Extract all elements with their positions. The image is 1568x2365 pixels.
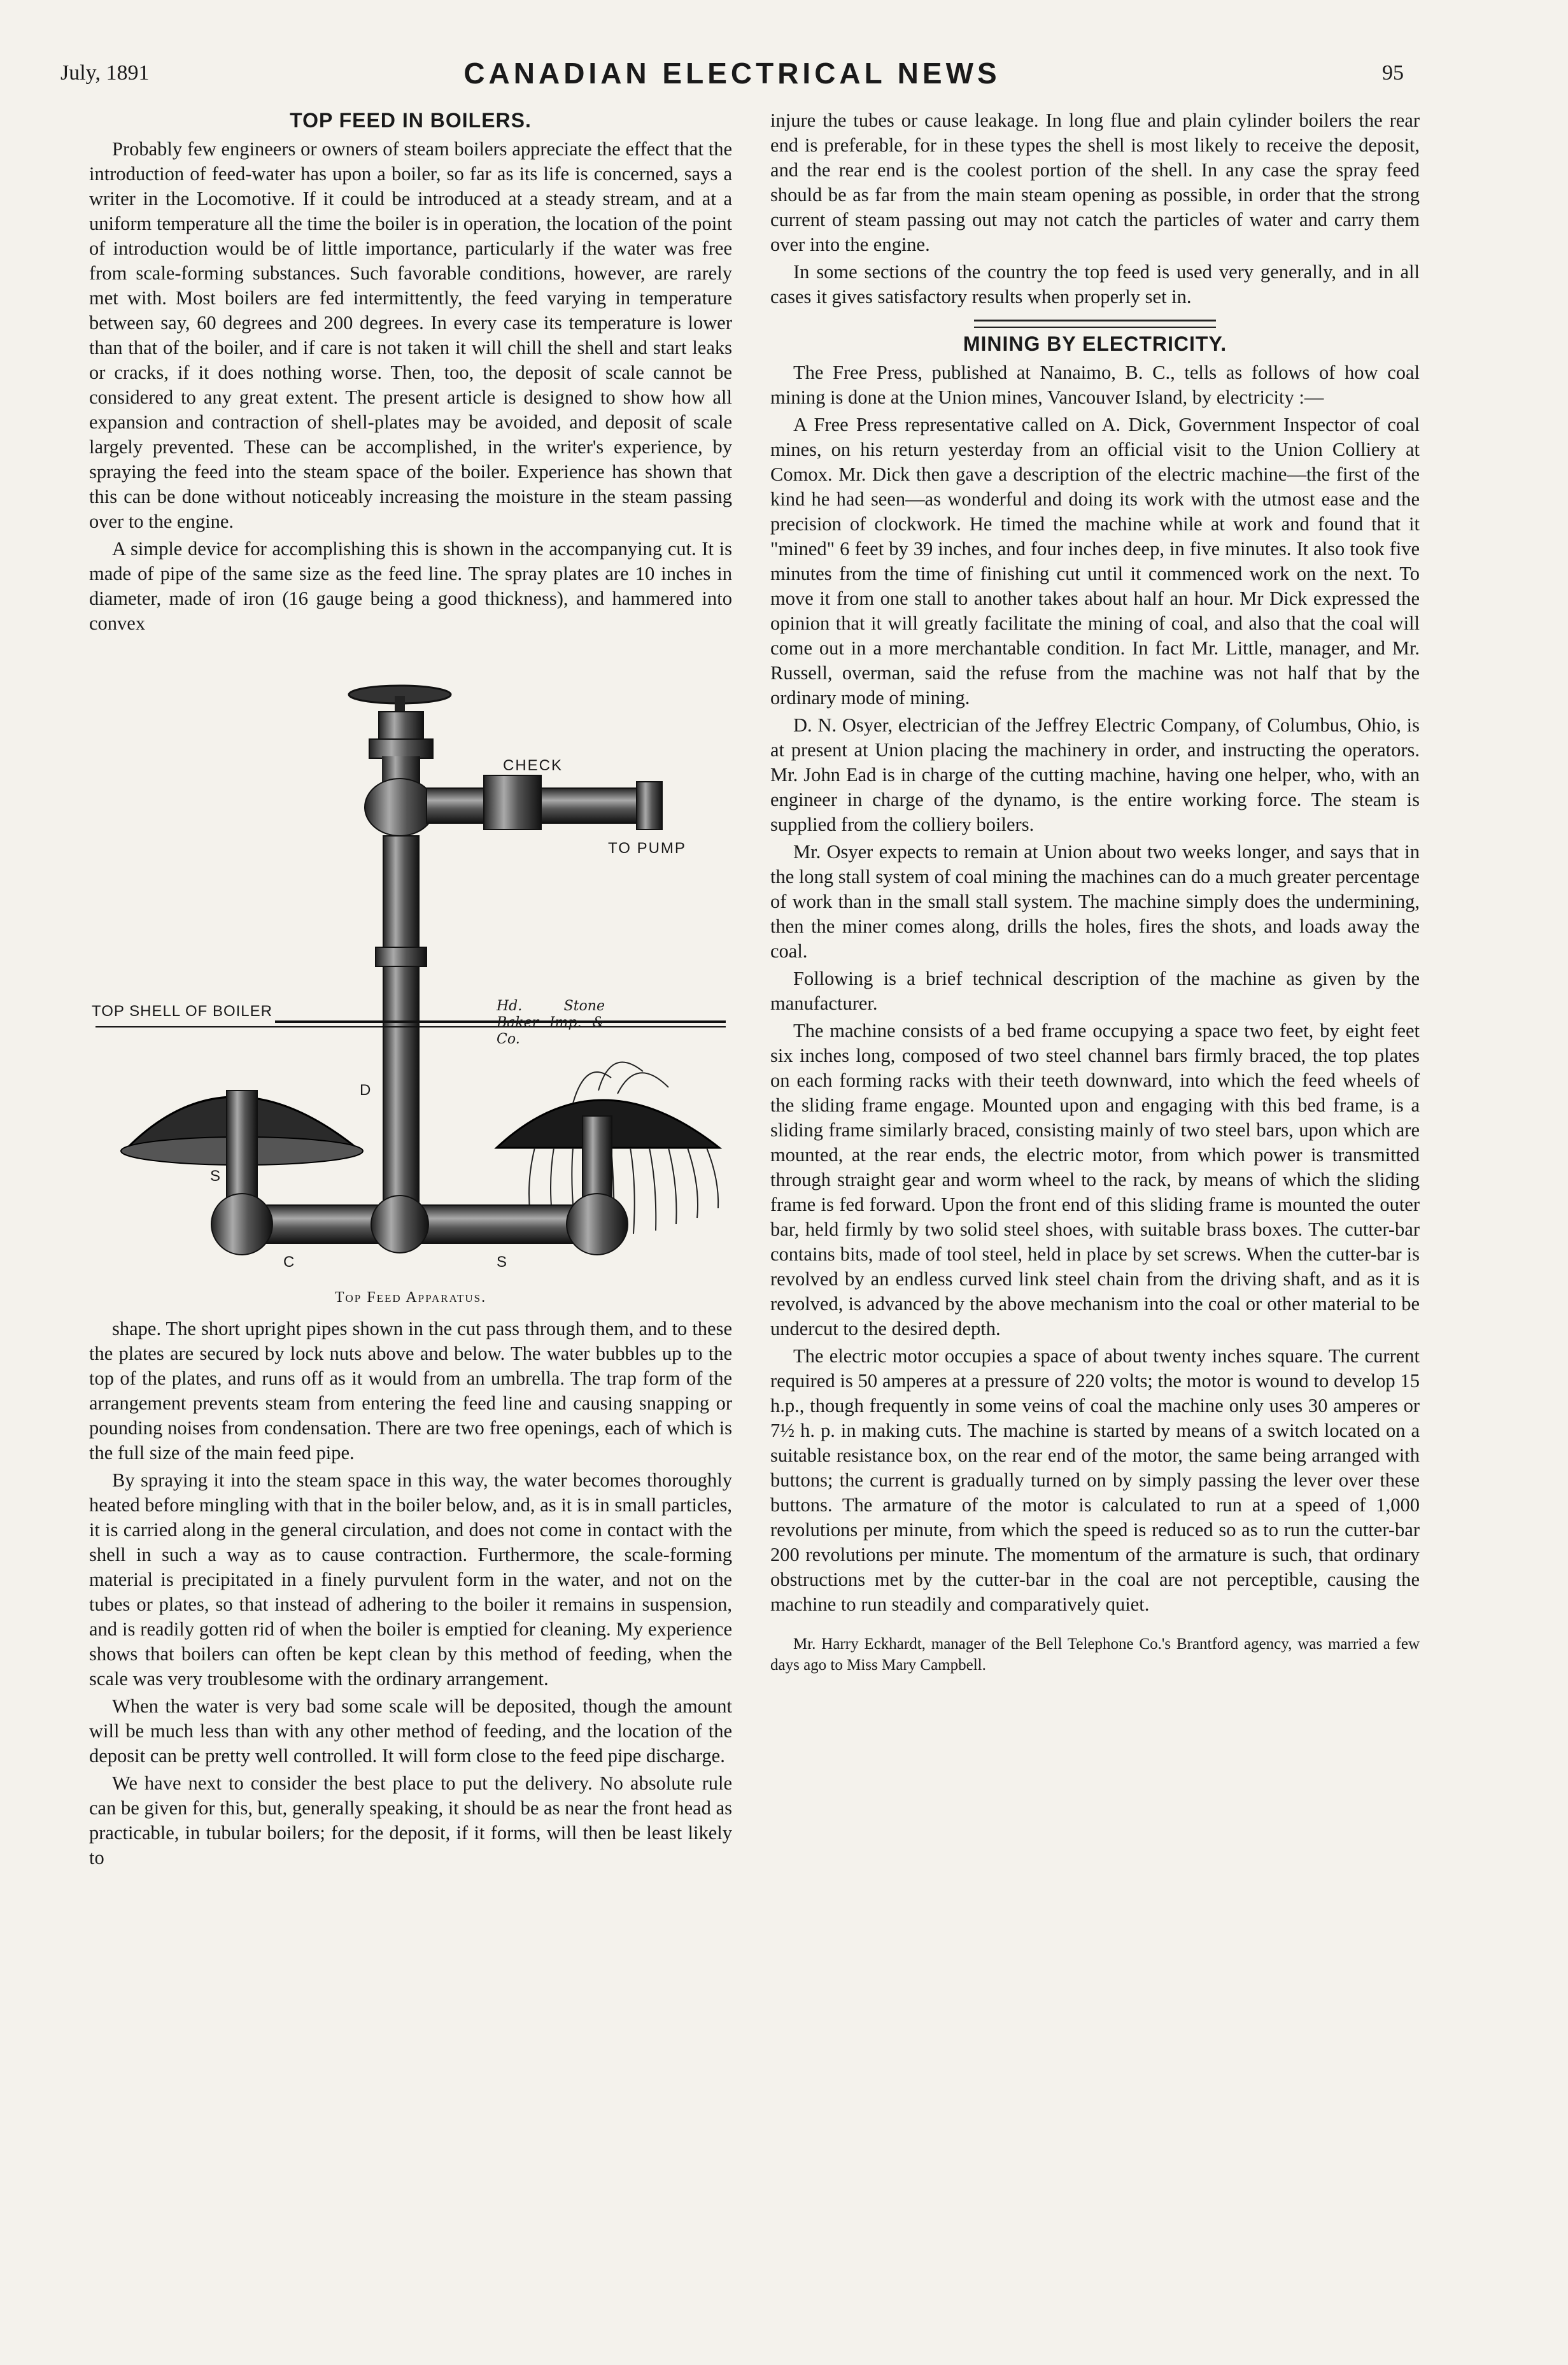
label-s-bottom: S	[497, 1253, 507, 1271]
paragraph: By spraying it into the steam space in this way, the water becomes thoroughly heated before mingling with that in the boiler below, and, as it is in small particles, it is carried along in the general circulation, and does not come in contact with the shell in such a way as to cause contraction. Furthermore, the scale-forming material is precipitated in a finely purvulent form in the water, and not on the tubes or plates, so that instead of adhering to the boiler it remains in suspension, and is readily gotten rid of when the boiler is emptied for cleaning. My experience shows that boilers can often be kept clean by this method of feeding, when the scale was very troublesome with the ordinary arrangement.	[89, 1469, 732, 1690]
page-number: 95	[1382, 61, 1404, 85]
paragraph: injure the tubes or cause leakage. In long flue and plain cylinder boilers the rear end is preferable, for in these types the shell is most likely to receive the deposit, and the rear end is the coolest portion of the shell. In any case the spray feed should be as far from the main steam opening as possible, in order that the strong current of steam passing out may not catch the particles of water and carry them over into the engine.	[770, 109, 1420, 255]
top-feed-apparatus-figure	[89, 645, 732, 1281]
issue-date: July, 1891	[60, 61, 150, 85]
engraver-signature: Hd. Stone Baker Imp. & Co.	[497, 998, 605, 1047]
label-c: C	[283, 1253, 295, 1271]
section-divider	[974, 320, 1216, 328]
label-check: CHECK	[503, 757, 563, 774]
personal-note: Mr. Harry Eckhardt, manager of the Bell Telephone Co.'s Brantford agency, was married a few days ago to Miss Mary Campbell.	[770, 1635, 1420, 1674]
label-to-pump: TO PUMP	[608, 840, 686, 857]
paragraph: In some sections of the country the top feed is used very generally, and in all cases it gives satisfactory results when properly set in.	[770, 261, 1420, 307]
paragraph: D. N. Osyer, electrician of the Jeffrey Electric Company, of Columbus, Ohio, is at present at Union placing the machinery in order, and instructing the operators. Mr. John Ead is in charge of the cutting machine, having one helper, who, with an engineer in charge of the dynamo, is the entire working force. The steam is supplied from the colliery boilers.	[770, 714, 1420, 835]
page-header	[60, 56, 1404, 101]
paragraph: We have next to consider the best place to put the delivery. No absolute rule can be given for this, but, generally speaking, it should be as near the front head as practicable, in tubular boilers; for the deposit, if it forms, will then be least likely to	[89, 1772, 732, 1868]
paragraph: The electric motor occupies a space of about twenty inches square. The current required is 50 amperes at a pressure of 220 volts; the motor is wound to develop 15 h.p., though frequently in some veins of coal the machine only uses 30 amperes or 7½ h. p. in making cuts. The machine is started by means of a switch located on a suitable resistance box, on the rear end of the motor, the same being arranged with buttons; the current is gradually turned on by simply passing the lever over these buttons. The armature of the motor is calculated to run at a speed of 1,000 revolutions per minute, from which the speed is reduced so as to run the cutter-bar 200 revolutions per minute. The momentum of the armature is such, that ordinary obstructions met by the cutter-bar in the coal are not perceptible, causing the machine to run steadily and comparatively quiet.	[770, 1345, 1420, 1615]
left-column	[89, 108, 732, 1873]
paragraph: A Free Press representative called on A. Dick, Government Inspector of coal mines, on his return yesterday from an official visit to the Union Colliery at Comox. Mr. Dick then gave a description of the electric machine—the first of the kind he had seen—as wonderful and doing its work with the utmost ease and the precision of clockwork. He timed the machine while at work and found that it "mined" 6 feet by 39 inches, and four inches deep, in five minutes. It also took five minutes from the time of finishing cut until it commenced work on the next. To move it from one stall to another takes about half an hour. Mr Dick expressed the opinion that it will greatly facilitate the mining of coal, and also that the coal will come out in a more merchantable condition. In fact Mr. Little, manager, and Mr. Russell, overman, said the refuse from the machine was not half that by the ordinary mode of mining.	[770, 414, 1420, 709]
figure-caption: Top Feed Apparatus.	[334, 1289, 487, 1306]
paragraph: Probably few engineers or owners of steam boilers appreciate the effect that the introduction of feed-water has upon a boiler, so far as its life is concerned, says a writer in the Locomotive. If it could be introduced at a steady stream, and at a uniform temperature all the time the boiler is in operation, the location of the point of introduction would be of little importance, particularly if the water was free from scale-forming substances. Such favorable conditions, however, are rarely met with. Most boilers are fed intermittently, the feed varying in temperature between say, 60 degrees and 200 degrees. In every case its temperature is lower than that of the boiler, and if care is not taken it will chill the shell and start leaks or cracks, if it does nothing worse. Then, too, the deposit of scale cannot be considered to any great extent. The present article is designed to show how all expansion and contraction of shell-plates may be avoided, and deposit of scale largely prevented. These can be accomplished, in the writer's experience, by spraying the feed into the steam space of the boiler. Experience has shown that this can be done without noticeably increasing the moisture in the steam passing over to the engine.	[89, 138, 732, 532]
label-d: D	[360, 1082, 371, 1099]
article-title-top-feed: TOP FEED IN BOILERS.	[290, 109, 532, 132]
right-column	[770, 108, 1420, 1676]
publication-title: CANADIAN ELECTRICAL NEWS	[463, 57, 1001, 90]
paragraph: shape. The short upright pipes shown in the cut pass through them, and to these the plates are secured by lock nuts above and below. The water bubbles up to the top of the plates, and runs off as it would from an umbrella. The trap form of the arrangement prevents steam from entering the feed line and causing snapping or pounding noises from condensation. There are two free openings, each of which is the full size of the main feed pipe.	[89, 1318, 732, 1464]
apparatus-drawing	[89, 645, 732, 1281]
paragraph: When the water is very bad some scale will be deposited, though the amount will be much less than with any other method of feeding, and the location of the deposit can be pretty well controlled. It will form close to the feed pipe discharge.	[89, 1695, 732, 1767]
paragraph: A simple device for accomplishing this is shown in the accompanying cut. It is made of pipe of the same size as the feed line. The spray plates are 10 inches in diameter, made of iron (16 gauge being a good thickness), and hammered into convex	[89, 538, 732, 634]
label-s-left: S	[210, 1168, 221, 1185]
paragraph: The machine consists of a bed frame occupying a space two feet, by eight feet six inches long, composed of two steel channel bars firmly braced, the top plates on each forming racks with their teeth downward, into which the feed wheels of the sliding frame engage. Mounted upon and engaging with this bed frame, is a sliding frame similarly braced, consisting mainly of two steel bars, upon which are mounted, at the rear ends, the electric motor, from which power is transmitted through straight gear and worm wheel to the rack, by means of which the sliding frame is fed forward. Upon the front end of this sliding frame is mounted the outer bar, held firmly by two solid steel shoes, with suitable brass boxes. The cutter-bar contains bits, made of tool steel, held in place by set screws. When the cutter-bar is revolved by an endless curved link steel chain from the driving shaft, and as it is revolved, is advanced by the above mechanism into the coal or other material to be undercut to the desired depth.	[770, 1020, 1420, 1339]
label-top-shell-of-boiler: TOP SHELL OF BOILER	[89, 999, 275, 1024]
paragraph: The Free Press, published at Nanaimo, B. C., tells as follows of how coal mining is done at the Union mines, Vancouver Island, by electricity :—	[770, 362, 1420, 408]
article-title-mining: MINING BY ELECTRICITY.	[963, 332, 1227, 355]
paragraph: Mr. Osyer expects to remain at Union about two weeks longer, and says that in the long stall system of coal mining the machines can do a much greater percentage of work than in the small stall system. The machine simply does the undermining, then the miner comes along, drills the holes, fires the shots, and loads away the coal.	[770, 841, 1420, 962]
paragraph: Following is a brief technical description of the machine as given by the manufacturer.	[770, 968, 1420, 1014]
